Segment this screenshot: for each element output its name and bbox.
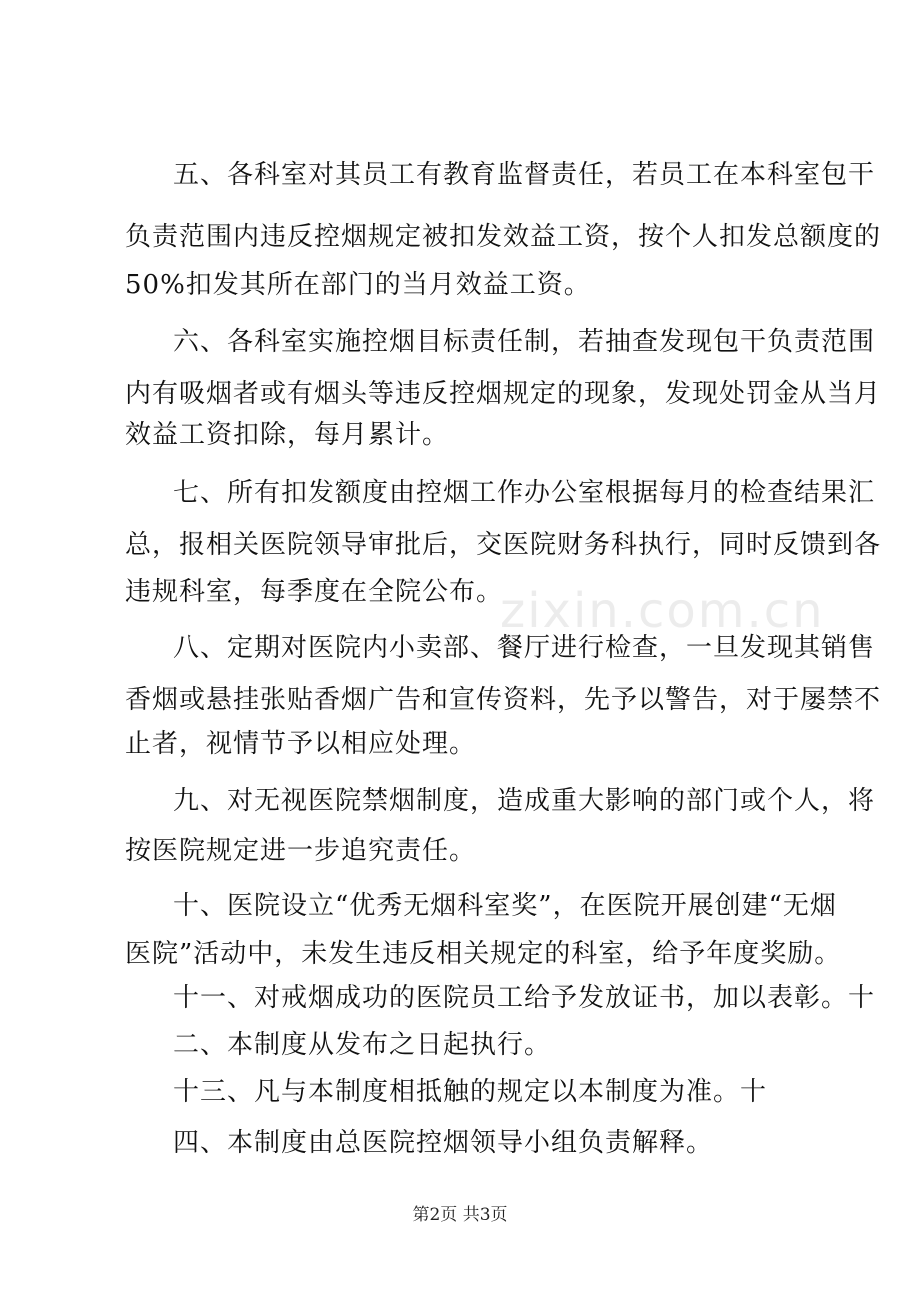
text-line: 香烟或悬挂张贴香烟广告和宣传资料，先予以警告，对于屡禁不 xyxy=(125,685,882,715)
text-line: 效益工资扣除，每月累计。 xyxy=(125,420,450,450)
text-line: 五、各科室对其员工有教育监督责任，若员工在本科室包干 xyxy=(173,160,876,190)
page-number-footer: 第2页 共3页 xyxy=(412,1205,508,1225)
text-line: 七、所有扣发额度由控烟工作办公室根据每月的检查结果汇 xyxy=(173,478,876,508)
text-line: 六、各科室实施控烟目标责任制，若抽查发现包干负责范围 xyxy=(173,327,876,357)
text-line: 八、定期对医院内小卖部、餐厅进行检查，一旦发现其销售 xyxy=(173,633,876,663)
text-line: 按医院规定进一步追究责任。 xyxy=(125,836,477,866)
text-line: 医院”活动中，未发生违反相关规定的科室，给予年度奖励。 xyxy=(125,939,842,969)
text-line: 50%扣发其所在部门的当月效益工资。 xyxy=(125,270,591,300)
text-line: 二、本制度从发布之日起执行。 xyxy=(173,1030,552,1060)
text-line: 内有吸烟者或有烟头等违反控烟规定的现象，发现处罚金从当月 xyxy=(125,379,882,409)
text-line: 九、对无视医院禁烟制度，造成重大影响的部门或个人，将 xyxy=(173,786,876,816)
text-line: 违规科室，每季度在全院公布。 xyxy=(125,577,504,607)
text-line: 止者，视情节予以相应处理。 xyxy=(125,729,477,759)
text-line: 四、本制度由总医院控烟领导小组负责解释。 xyxy=(173,1128,714,1158)
text-line: 十一、对戒烟成功的医院员工给予发放证书，加以表彰。十 xyxy=(173,983,876,1013)
text-line: 十三、凡与本制度相抵触的规定以本制度为准。十 xyxy=(173,1077,768,1107)
text-line: 负责范围内违反控烟规定被扣发效益工资，按个人扣发总额度的 xyxy=(125,222,882,252)
watermark: zixin.com.cn xyxy=(500,583,825,639)
text-line: 十、医院设立“优秀无烟科室奖”，在医院开展创建“无烟 xyxy=(173,891,837,921)
text-line: 总，报相关医院领导审批后，交医院财务科执行，同时反馈到各 xyxy=(125,530,882,560)
